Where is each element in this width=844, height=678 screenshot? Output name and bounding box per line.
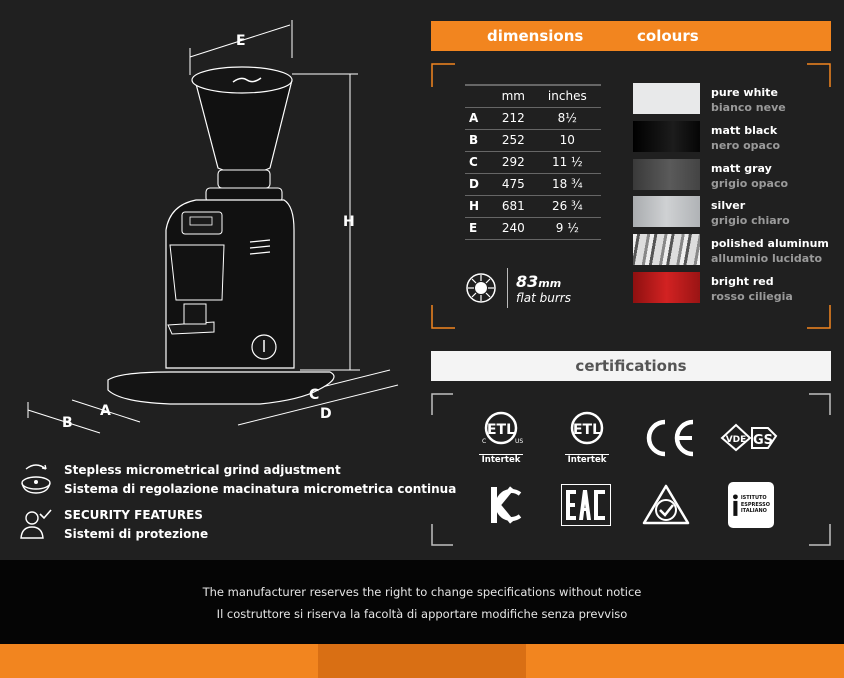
footer-disclaimer-en: The manufacturer reserves the right to change specifications without notice [202,585,642,599]
dimensions-table [465,84,601,240]
colour-silver: silver grigio chiaro [711,199,790,227]
feature-grind-en: Stepless micrometrical grind adjustment [64,463,341,477]
svg-text:GS: GS [752,433,774,448]
header-certifications: certifications [575,357,687,375]
svg-text:C: C [482,438,487,445]
dim-label-b: B [62,415,73,431]
swatch-matt-black [633,121,700,152]
cert-etl-sanitation [565,408,609,464]
footer [0,560,844,644]
feature-security-en: SECURITY FEATURES [64,508,203,522]
footer-bar-center [318,644,526,678]
etl-sanitation-logo-icon [565,408,609,452]
dim-label-a: A [100,403,111,419]
colour-matt-gray: matt gray grigio opaco [711,162,789,190]
feature-security [18,506,208,544]
dim-label-e: E [236,33,246,49]
rcm-mark-icon [641,483,691,527]
header-bar-certifications [431,351,831,381]
feature-grind-it: Sistema di regolazione macinatura micrometrica continua [64,482,457,496]
burr-icon [465,272,497,304]
svg-text:ETL: ETL [486,422,516,438]
colour-pure-white: pure white bianco neve [711,86,786,114]
dims-header-mm: mm [493,85,534,107]
svg-text:ETL: ETL [572,422,602,438]
colour-polished-aluminum: polished aluminum alluminio lucidato [711,237,829,265]
grinder-dimension-diagram [0,0,420,450]
header-dimensions: dimensions [487,27,584,45]
table-row: A 212 8½ [465,107,601,129]
dim-label-c: C [309,387,320,403]
feature-grind-adjustment [18,461,456,499]
footer-disclaimer-it: Il costruttore si riserva la facoltà di apportare modifiche senza prevviso [216,607,628,621]
user-check-icon [18,506,54,540]
table-row: E 240 9 ½ [465,217,601,239]
colour-bright-red: bright red rosso ciliegia [711,275,793,303]
cert-istituto-espresso-italiano: ISTITUTO ESPRESSO ITALIANO [728,482,774,528]
burr-separator [507,268,508,308]
feature-security-it: Sistemi di protezione [64,527,209,541]
swatch-bright-red [633,272,700,303]
iei-i-icon [732,488,739,522]
dim-label-d: D [320,406,332,422]
svg-text:US: US [515,438,523,445]
intertek-label: Intertek [565,454,609,465]
footer-bar-left [0,644,318,678]
table-row: B 252 10 [465,129,601,151]
footer-bar-right [526,644,844,678]
dims-header-blank [465,85,493,107]
vde-gs-mark-icon [720,422,782,452]
intertek-label: Intertek [479,454,523,465]
header-colours: colours [637,27,699,45]
svg-text:VDE: VDE [725,435,747,445]
table-row: D 475 18 ¾ [465,173,601,195]
kc-mark-icon [488,484,522,526]
dim-label-h: H [343,214,355,230]
swatch-matt-gray [633,159,700,190]
swatch-pure-white [633,83,700,114]
grind-adjustment-icon [18,461,54,495]
ce-mark-icon [642,418,696,458]
header-bar-dimensions-colours [431,21,831,51]
table-row: C 292 11 ½ [465,151,601,173]
dims-header-inches: inches [534,85,601,107]
table-row: H 681 26 ¾ [465,195,601,217]
colour-matt-black: matt black nero opaco [711,124,781,152]
eac-mark-icon [561,484,611,526]
burr-info [465,268,571,308]
swatch-silver [633,196,700,227]
burr-description: flat burrs [516,290,571,305]
burr-size: 83mm [516,271,562,291]
etl-logo-icon [479,408,523,452]
cert-etl-us [479,408,523,464]
swatch-polished-aluminum [633,234,700,265]
